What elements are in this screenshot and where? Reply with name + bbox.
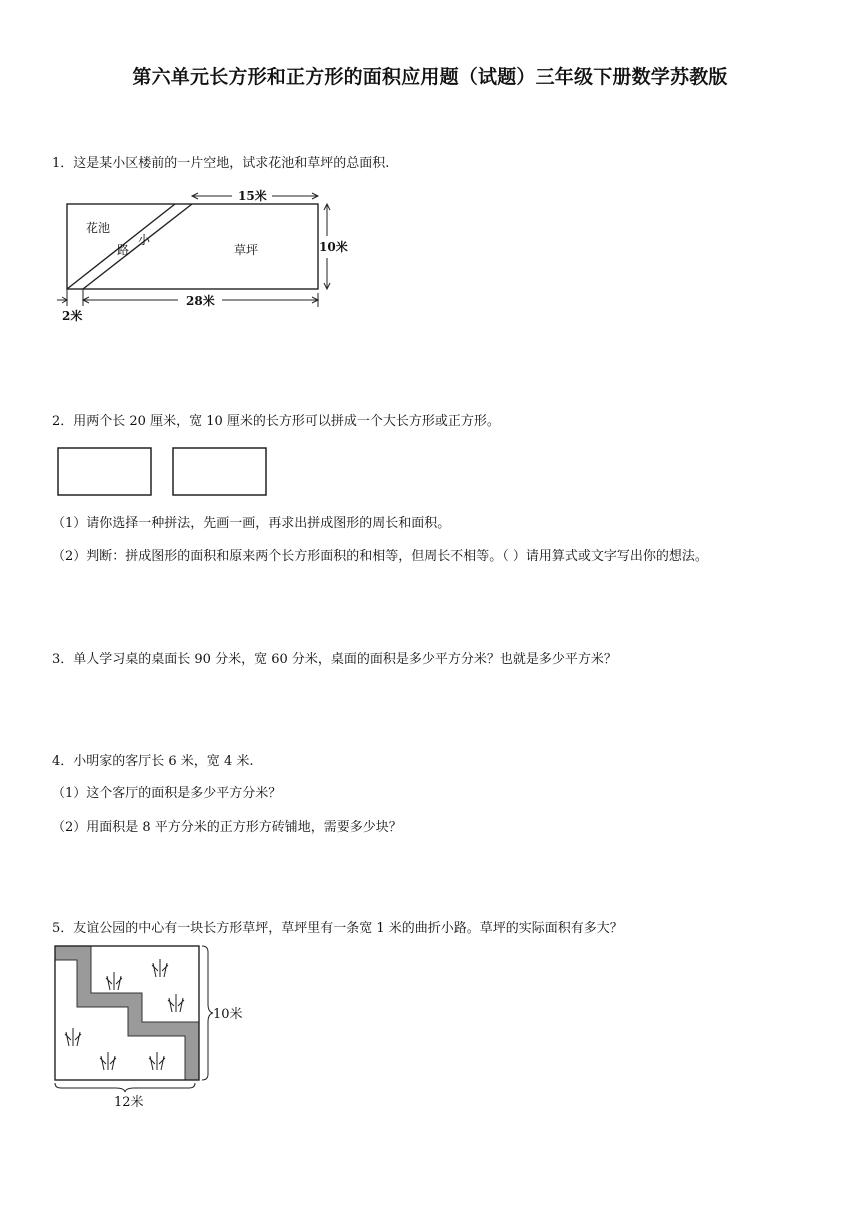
- grass-icon: [100, 1052, 116, 1070]
- dim-gap-label: 2米: [62, 309, 83, 323]
- dim-bottom-label: 12米: [114, 1095, 144, 1110]
- flower-bed-label: 花池: [86, 221, 111, 235]
- question-2-sub-1: （1）请你选择一种拼法，先画一画，再求出拼成图形的周长和面积。: [52, 516, 451, 531]
- question-4-sub-2: （2）用面积是 8 平方分米的正方形方砖铺地，需要多少块？: [52, 820, 402, 835]
- path-label-1: 小: [138, 233, 151, 247]
- dim-top-label: 15米: [238, 189, 267, 203]
- path-label-2: 路: [117, 243, 130, 257]
- dim-bottom-label: 28米: [186, 294, 215, 308]
- grass-icon: [152, 959, 168, 977]
- question-5-text: 5．友谊公园的中心有一块长方形草坪，草坪里有一条宽 1 米的曲折小路。草坪的实际面积有多大？: [52, 921, 623, 936]
- bottom-brace: [55, 1083, 195, 1092]
- question-3-text: 3．单人学习桌的桌面长 90 分米，宽 60 分米，桌面的面积是多少平方分米？也就是多少平方米？: [52, 652, 617, 667]
- grass-icon: [168, 994, 184, 1012]
- right-brace: [202, 946, 213, 1080]
- grass-icon: [65, 1028, 81, 1046]
- question-4-sub-1: （1）这个客厅的面积是多少平方分米？: [52, 786, 282, 801]
- page-title: 第六单元长方形和正方形的面积应用题（试题）三年级下册数学苏教版: [132, 66, 728, 88]
- dim-right-label: 10米: [319, 240, 348, 254]
- dim-right-label: 10米: [213, 1007, 243, 1022]
- question-2-text: 2．用两个长 20 厘米，宽 10 厘米的长方形可以拼成一个大长方形或正方形。: [52, 414, 500, 429]
- question-4-text: 4．小明家的客厅长 6 米，宽 4 米.: [52, 754, 254, 769]
- winding-path: [55, 946, 199, 1080]
- question-1-text: 1．这是某小区楼前的一片空地，试求花池和草坪的总面积.: [52, 156, 390, 171]
- grass-label: 草坪: [234, 243, 259, 257]
- grass-icon: [149, 1052, 165, 1070]
- grass-icon: [106, 972, 122, 990]
- question-2-sub-2: （2）判断：拼成图形的面积和原来两个长方形面积的和相等，但周长不相等。（ ）请用算式或文字写出你的想法。: [52, 549, 708, 564]
